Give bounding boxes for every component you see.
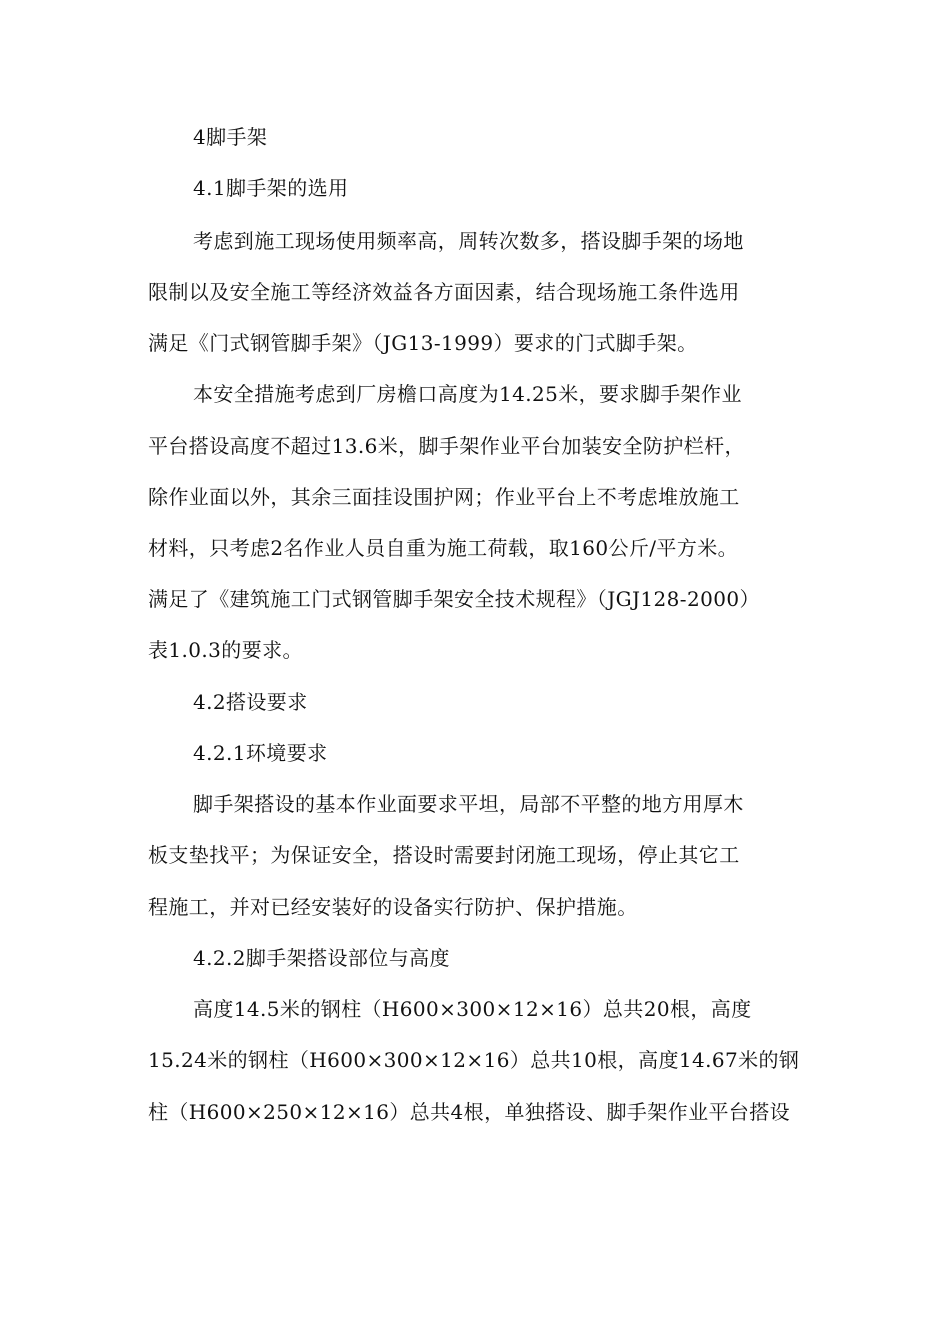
section-heading-4-2: 4.2搭设要求 bbox=[193, 690, 308, 714]
section-heading-4: 4脚手架 bbox=[193, 125, 268, 149]
paragraph-line: 表1.0.3的要求。 bbox=[148, 638, 303, 662]
paragraph-line: 本安全措施考虑到厂房檐口高度为14.25米，要求脚手架作业 bbox=[193, 382, 742, 406]
section-heading-4-2-1: 4.2.1环境要求 bbox=[193, 741, 328, 765]
paragraph-line: 平台搭设高度不超过13.6米，脚手架作业平台加装安全防护栏杆， bbox=[148, 434, 745, 458]
paragraph-line: 限制以及安全施工等经济效益各方面因素，结合现场施工条件选用 bbox=[148, 280, 740, 304]
paragraph-line: 柱（H600×250×12×16）总共4根，单独搭设、脚手架作业平台搭设 bbox=[148, 1100, 791, 1124]
paragraph-line: 满足了《建筑施工门式钢管脚手架安全技术规程》（JGJ128-2000） bbox=[148, 587, 760, 611]
paragraph-line: 考虑到施工现场使用频率高，周转次数多，搭设脚手架的场地 bbox=[193, 229, 744, 253]
paragraph-line: 15.24米的钢柱（H600×300×12×16）总共10根，高度14.67米的钢 bbox=[148, 1048, 800, 1072]
paragraph-line: 高度14.5米的钢柱（H600×300×12×16）总共20根，高度 bbox=[193, 997, 752, 1021]
paragraph-line: 板支垫找平；为保证安全，搭设时需要封闭施工现场，停止其它工 bbox=[148, 843, 740, 867]
paragraph-line: 脚手架搭设的基本作业面要求平坦，局部不平整的地方用厚木 bbox=[193, 792, 744, 816]
paragraph-line: 除作业面以外，其余三面挂设围护网；作业平台上不考虑堆放施工 bbox=[148, 485, 740, 509]
section-heading-4-2-2: 4.2.2脚手架搭设部位与高度 bbox=[193, 946, 450, 970]
section-heading-4-1: 4.1脚手架的选用 bbox=[193, 176, 349, 200]
paragraph-line: 程施工，并对已经安装好的设备实行防护、保护措施。 bbox=[148, 895, 638, 919]
paragraph-line: 材料，只考虑2名作业人员自重为施工荷载，取160公斤/平方米。 bbox=[148, 536, 739, 560]
paragraph-line: 满足《门式钢管脚手架》（JG13-1999）要求的门式脚手架。 bbox=[148, 331, 698, 355]
